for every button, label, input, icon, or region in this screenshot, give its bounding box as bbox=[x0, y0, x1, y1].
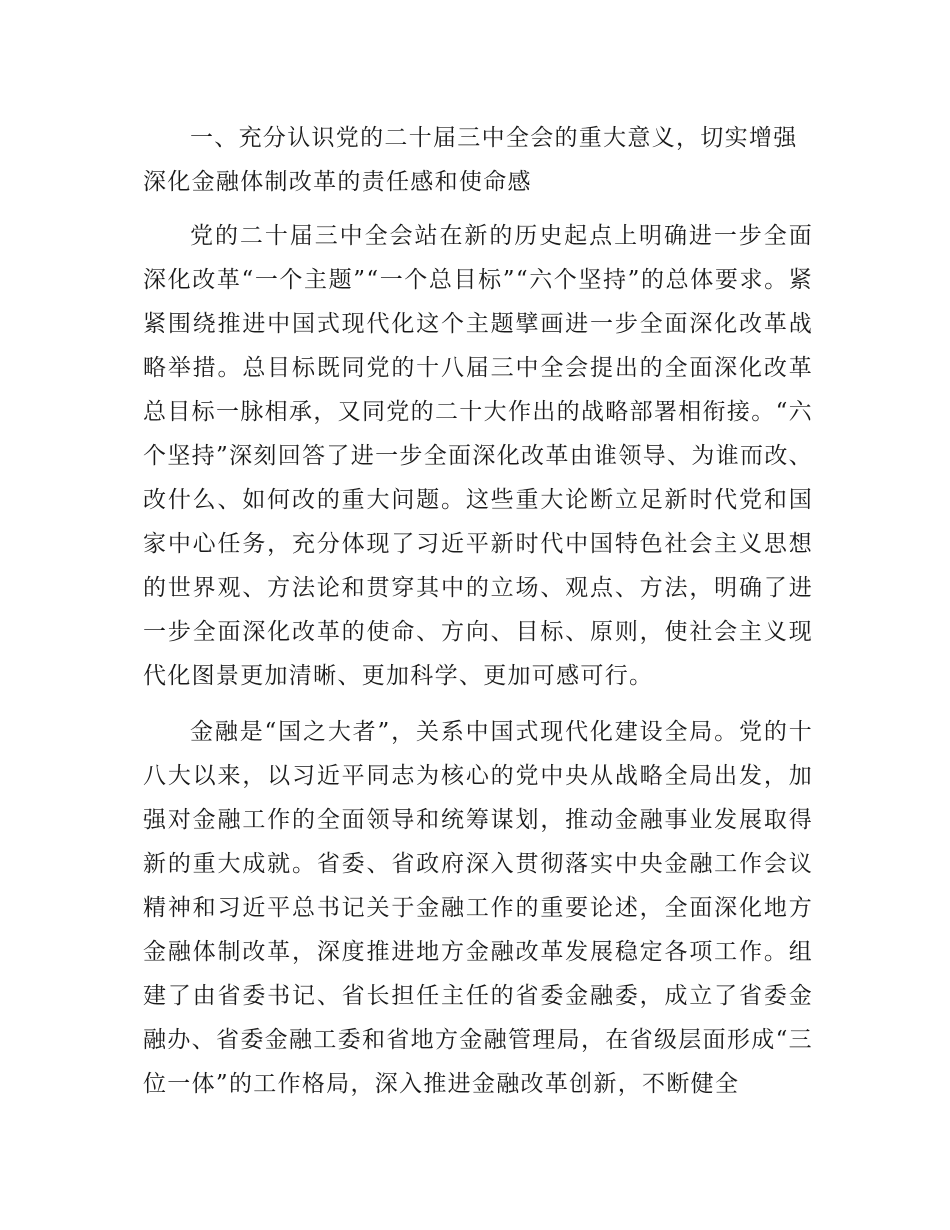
section-heading: 一、充分认识党的二十届三中全会的重大意义，切实增强深化金融体制改革的责任感和使命感 bbox=[143, 125, 798, 195]
paragraph-1: 党的二十届三中全会站在新的历史起点上明确进一步全面深化改革“一个主题”“一个总目标”“六个坚持”的总体要求。紧紧围绕推进中国式现代化这个主题擘画进一步全面深化改革战略举措。总目标既同党的十八届三中全会提出的全面深化改革总目标一脉相承，又同党的二十大作出的战略部署相衔接。“六个坚持”深刻回答了进一步全面深化改革由谁领导、为谁而改、改什么、如何改的重大问题。这些重大论断立足新时代党和国家中心任务，充分体现了习近平新时代中国特色社会主义思想的世界观、方法论和贯穿其中的立场、观点、方法，明确了进一步全面深化改革的使命、方向、目标、原则，使社会主义现代化图景更加清晰、更加科学、更加可感可行。 bbox=[143, 223, 813, 689]
paragraph-2: 金融是“国之大者”，关系中国式现代化建设全局。党的十八大以来，以习近平同志为核心的党中央从战略全局出发，加强对金融工作的全面领导和统筹谋划，推动金融事业发展取得新的重大成就。省委、省政府深入贯彻落实中央金融工作会议精神和习近平总书记关于金融工作的重要论述，全面深化地方金融体制改革，深度推进地方金融改革发展稳定各项工作。组建了由省委书记、省长担任主任的省委金融委，成立了省委金融办、省委金融工委和省地方金融管理局，在省级层面形成“三位一体”的工作格局，深入推进金融改革创新，不断健全 bbox=[143, 719, 813, 1097]
document-body bbox=[143, 116, 813, 1118]
